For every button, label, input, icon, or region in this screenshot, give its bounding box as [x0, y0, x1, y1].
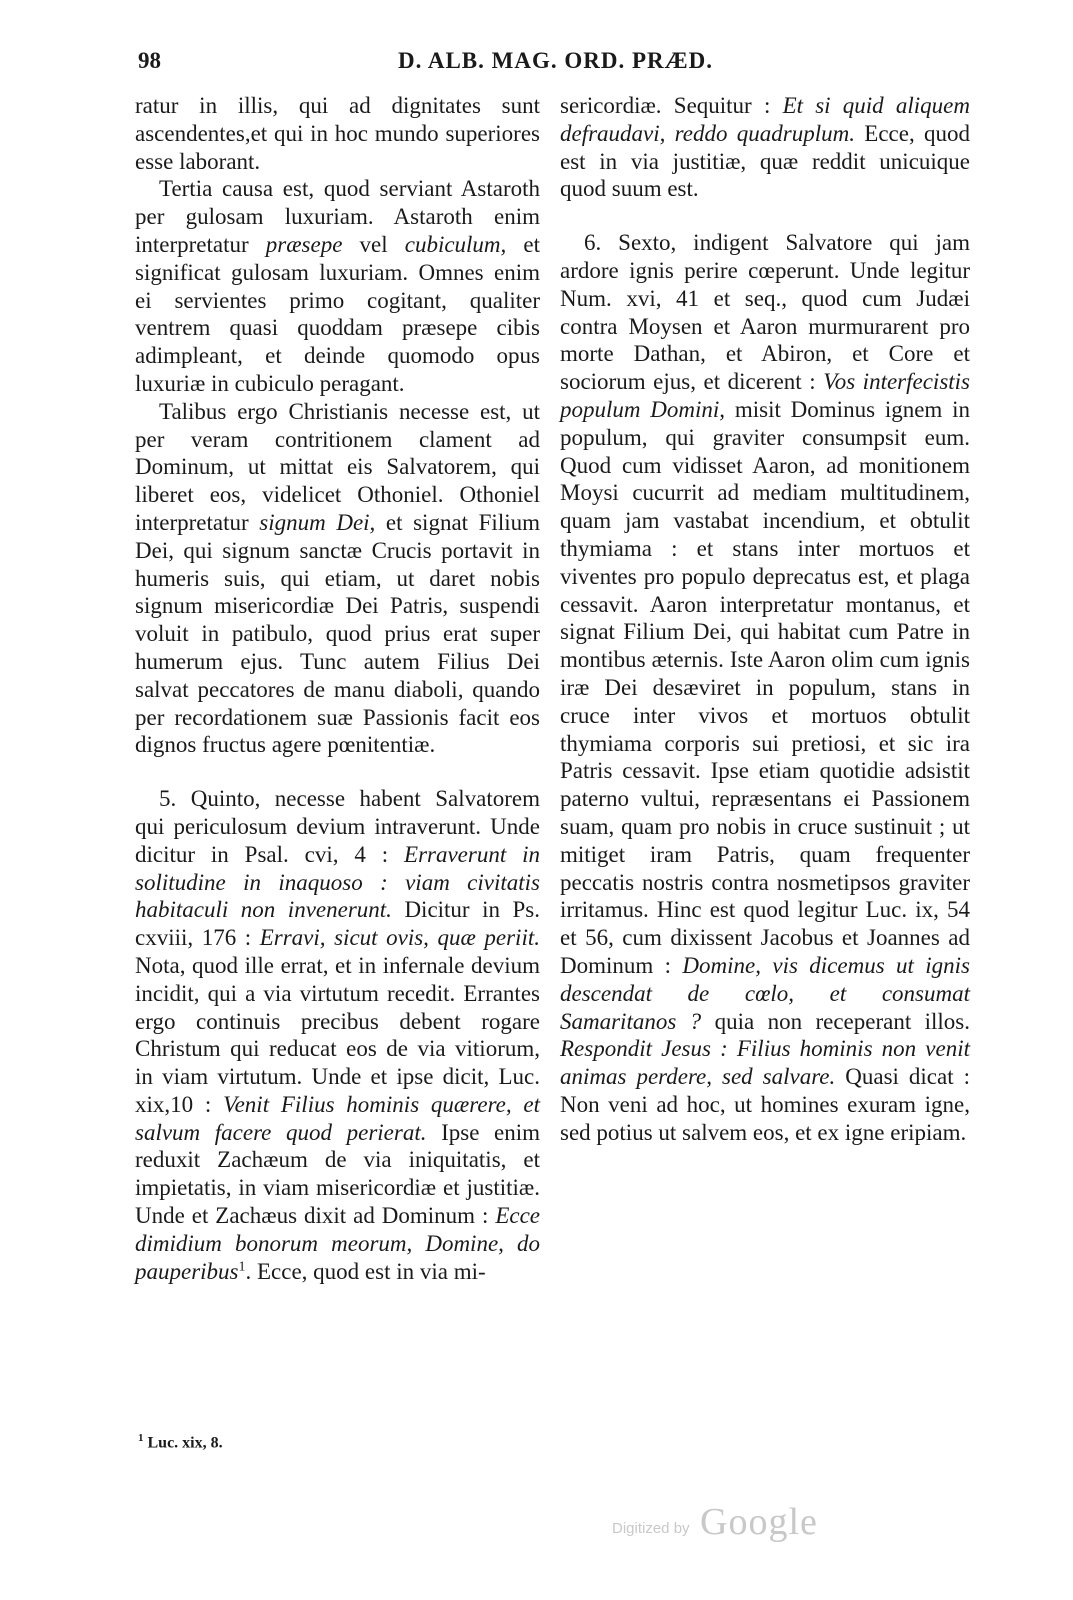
- italic-text: cubiculum,: [404, 231, 507, 257]
- italic-text: Et si quid aliquem defraudavi, reddo quadruplum.: [560, 93, 970, 146]
- italic-text: Erravi, sicut ovis, quæ periit.: [259, 925, 540, 951]
- page-number: 98: [138, 48, 161, 73]
- italic-text: Domine, vis dicemus ut ignis descendat de cœlo, et consumat Samaritanos ?: [560, 952, 971, 1034]
- footnote-marker: 1: [138, 1432, 144, 1444]
- footnote: [138, 1432, 223, 1452]
- google-logo: Google: [700, 1501, 818, 1543]
- italic-text: Respondit Jesus : Filius hominis non venit animas perdere, sed salvare.: [560, 1036, 970, 1090]
- footnote-reference: 1: [238, 1259, 246, 1275]
- running-title: D. ALB. MAG. ORD. PRÆD.: [398, 48, 713, 73]
- italic-text: præsepe: [265, 231, 343, 257]
- digitized-by-text: Digitized by: [612, 1520, 690, 1537]
- paragraph: 5. Quinto, necesse habent Salvatorem qui periculosum devium intraverunt. Unde dicitur in Psal. cvi, 4 : Erraverunt in solitudine in inaquoso : viam civitatis habitaculi non invenerunt. Dicitur in Ps. cxviii, 176 : Erravi, sicut ovis, quæ periit. Nota, quod ille errat, et in infernale devium incidit, qui a via virtutum recedit. Errantes ergo continuis precibus debent rogare Christum qui reducat eos de via vitiorum, in viam virtutum. Unde et ipse dicit, Luc. xix,10 : Venit Filius hominis quærere, et salvum facere quod perierat. Ipse enim reduxit Zachæum de via iniquitatis, et impietatis, in viam misericordiæ et justitiæ. Unde et Zachæus dixit ad Dominum : Ecce dimidium bonorum meorum, Domine, do pauperibus$^1$. Ecce, quod est in via mi-: [135, 786, 541, 1284]
- italic-text: Vos interfecistis populum Domini,: [560, 369, 971, 422]
- paragraph: 6. Sexto, indigent Salvatore qui jam ardore ignis perire cœperunt. Unde legitur Num. xvi, 41 et seq., quod cum Judæi contra Moysen et Aaron murmurarent pro morte Dathan, et Abiron, et Core et sociorum ejus, et dicerent : Vos interfecistis populum Domini, misit Dominus ignem in populum, qui graviter consumpsit eum. Quod cum vidisset Aaron, ad monitionem Moysi cucurrit ad mediam multitudinem, quam jam vastabat incendium, et obtulit thymiama : et stans inter mortuos et viventes pro populo deprecatus est, et plaga cessavit. Aaron interpretatur montanus, et signat Filium Dei, qui habitat cum Patre in montibus æternis. Iste Aaron olim cum ignis iræ Dei desæviret in populum, stans in cruce inter vivos et mortuos obtulit thymiama corporis sui pretiosi, et sic ira Patris cessavit. Ipse etiam quotidie adsistit paterno vultui, repræsentans ei Passionem suam, quam pro nobis in cruce sustinuit ; ut mitiget iram Patris, quam frequenter peccatis nostris contra nosmetipsos graviter irritamus. Hinc est quod legitur Luc. ix, 54 et 56, cum dixissent Jacobus et Joannes ad Dominum : Domine, vis dicemus ut ignis descendat de cœlo, et consumat Samaritanos ? quia non receperant illos. Respondit Jesus : Filius hominis non venit animas perdere, sed salvare. Quasi dicat : Non veni ad hoc, ut homines exuram igne, sed potius ut salvem eos, et ex igne eripiam.: [560, 230, 971, 1145]
- italic-text: signum Dei,: [259, 509, 376, 535]
- italic-text: Erraverunt in solitudine in inaquoso : viam civitatis habitaculi non invenerunt.: [135, 841, 540, 923]
- paragraph: Tertia causa est, quod serviant Astaroth per gulosam luxuriam. Astaroth enim interpretatur præsepe vel cubiculum, et significat gulosam luxuriam. Omnes enim ei servientes primo cogitant, qualiter ventrem quasi quoddam præsepe cibis adimpleant, et deinde quomodo opus luxuriæ in cubiculo peragant.: [135, 176, 540, 396]
- left-column: [135, 92, 540, 1285]
- right-column: [560, 92, 970, 1146]
- paragraph: ratur in illis, qui ad dignitates sunt ascendentes,et qui in hoc mundo superiores esse laborant.: [135, 93, 540, 174]
- footnote-text: Luc. xix, 8.: [143, 1434, 223, 1452]
- paragraph: Talibus ergo Christianis necesse est, ut per veram contritionem clament ad Dominum, ut mittat eis Salvatorem, qui liberet eos, videlicet Othoniel. Othoniel interpretatur signum Dei, et signat Filium Dei, qui signum sanctæ Crucis portavit in humeris suis, qui etiam, ut daret nobis signum misericordiæ Dei Patris, suspendi voluit in patibulo, quod prius erat super humerum ejus. Tunc autem Filius Dei salvat peccatores de manu diaboli, quando per recordationem suæ Passionis facit eos dignos fructus agere pœnitentiæ.: [135, 398, 540, 758]
- paragraph: sericordiæ. Sequitur : Et si quid aliquem defraudavi, reddo quadruplum. Ecce, quod est in via justitiæ, quæ reddit unicuique quod suum est.: [560, 93, 970, 202]
- page-header: [138, 48, 938, 88]
- digitized-watermark: [612, 1500, 852, 1550]
- italic-text: Ecce dimidium bonorum meorum, Domine, do pauperibus: [135, 1203, 540, 1284]
- italic-text: Venit Filius hominis quærere, et salvum facere quod perierat.: [135, 1091, 540, 1145]
